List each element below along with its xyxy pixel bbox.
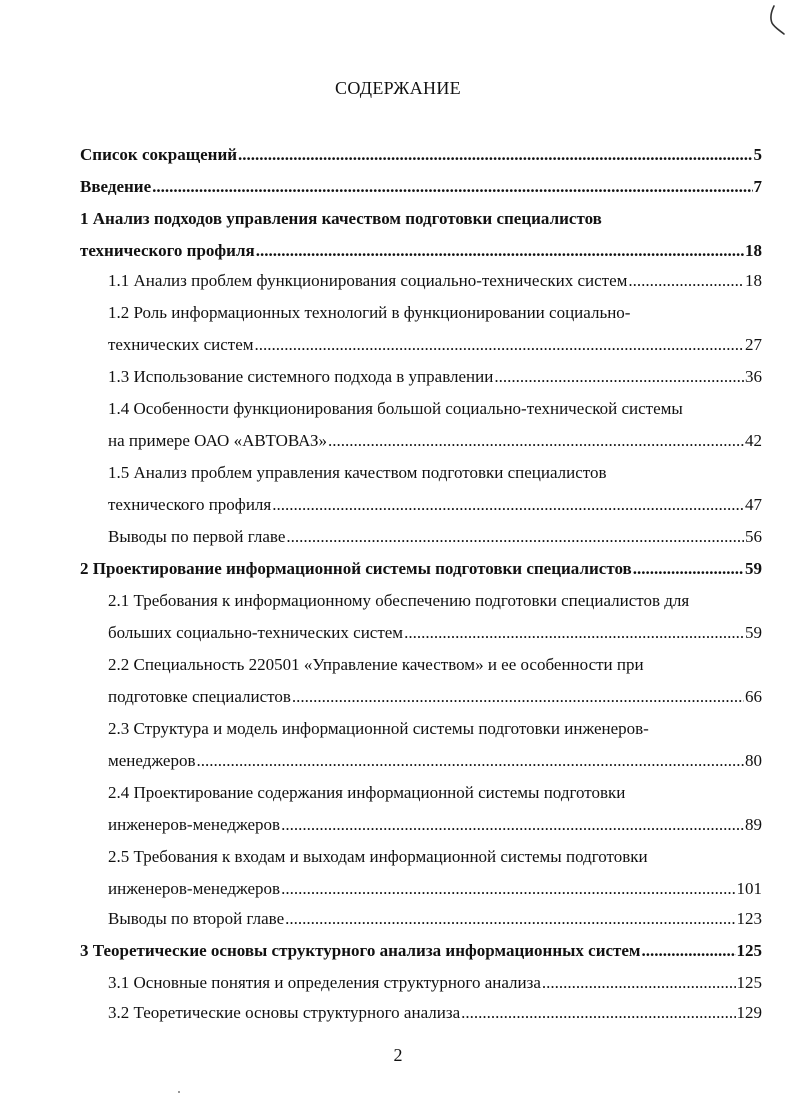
toc-entry[interactable]	[80, 938, 762, 964]
dot-leader	[256, 238, 744, 264]
toc-entry-text: подготовке специалистов	[108, 687, 291, 706]
dot-leader	[281, 876, 735, 902]
dot-leader	[285, 906, 735, 932]
toc-entry-text: 1.3 Использование системного подхода в управлении	[108, 367, 494, 386]
toc-entry-text: технического профиля	[80, 241, 255, 260]
toc-entry-text: 2.1 Требования к информационному обеспечению подготовки специалистов для	[108, 591, 690, 610]
toc-entry-text: на примере ОАО «АВТОВАЗ»	[108, 431, 328, 450]
toc-entry-text: 2 Проектирование информационной системы подготовки специалистов	[80, 559, 632, 578]
toc-entry-text: Выводы по первой главе	[108, 527, 286, 546]
toc-entry-text: 1.5 Анализ проблем управления качеством подготовки специалистов	[108, 463, 607, 482]
toc-entry[interactable]	[108, 970, 762, 996]
toc-entry-page: 18	[745, 241, 762, 260]
toc-entry[interactable]	[108, 876, 762, 902]
toc-entry[interactable]	[108, 716, 762, 742]
toc-entry-text: 3.2 Теоретические основы структурного анализа	[108, 1003, 461, 1022]
toc-entry-page: 66	[745, 687, 762, 706]
toc-entry-text: 2.3 Структура и модель информационной системы подготовки инженеров-	[108, 719, 649, 738]
toc-entry-page: 36	[745, 367, 762, 386]
toc-entry-page: 123	[736, 909, 762, 928]
toc-entry[interactable]	[108, 620, 762, 646]
toc-entry[interactable]	[108, 364, 762, 390]
toc-entry[interactable]	[80, 556, 762, 582]
toc-entry[interactable]	[108, 652, 762, 678]
dot-leader	[281, 812, 744, 838]
toc-entry-text: инженеров-менеджеров	[108, 879, 281, 898]
toc-entry-page: 125	[736, 941, 762, 960]
dot-leader	[628, 268, 744, 294]
toc-entry-text: 1.1 Анализ проблем функционирования социально-технических систем	[108, 271, 628, 290]
dot-leader	[328, 428, 744, 454]
toc-entry[interactable]	[108, 1000, 762, 1026]
toc-entry[interactable]	[108, 812, 762, 838]
toc-entry-text: Список сокращений	[80, 145, 238, 164]
toc-entry-text: 3.1 Основные понятия и определения структурного анализа	[108, 973, 541, 992]
toc-entry-text: Введение	[80, 177, 152, 196]
toc-entry-text: 1.4 Особенности функционирования большой социально-технической системы	[108, 399, 683, 418]
toc-entry-page: 129	[736, 1003, 762, 1022]
toc-entry[interactable]	[108, 300, 762, 326]
toc-entry[interactable]	[108, 492, 762, 518]
toc-entry-page: 125	[736, 973, 762, 992]
toc-entry[interactable]	[80, 238, 762, 264]
toc-entry-text: технического профиля	[108, 495, 272, 514]
toc-entry[interactable]	[108, 524, 762, 550]
toc-entry[interactable]	[80, 174, 762, 200]
toc-entry[interactable]	[108, 332, 762, 358]
toc-entry-page: 59	[745, 559, 762, 578]
dot-leader	[255, 332, 744, 358]
toc-entry-text: технических систем	[108, 335, 254, 354]
dot-leader	[286, 524, 744, 550]
toc-entry-text: 1 Анализ подходов управления качеством подготовки специалистов	[80, 209, 602, 228]
dot-leader	[542, 970, 736, 996]
toc-entry-page: 7	[753, 177, 762, 196]
page-number: 2	[393, 1045, 403, 1065]
dot-leader	[292, 684, 744, 710]
toc-entry-text: 2.5 Требования к входам и выходам информационной системы подготовки	[108, 847, 648, 866]
toc-entry[interactable]	[80, 206, 762, 232]
dot-leader	[404, 620, 744, 646]
toc-entry[interactable]	[80, 142, 762, 168]
toc-entry-page: 18	[745, 271, 762, 290]
toc-entry-page: 80	[745, 751, 762, 770]
toc-entry[interactable]	[108, 460, 762, 486]
toc-entry[interactable]	[108, 428, 762, 454]
toc-entry-text: больших социально-технических систем	[108, 623, 404, 642]
dot-leader	[461, 1000, 735, 1026]
toc-entry-page: 5	[753, 145, 762, 164]
toc-entry-page: 101	[736, 879, 762, 898]
toc-entry-page: 56	[745, 527, 762, 546]
dot-leader	[272, 492, 744, 518]
dot-leader	[494, 364, 744, 390]
toc-entry-page: 27	[745, 335, 762, 354]
toc-entry-page: 59	[745, 623, 762, 642]
dot-leader	[196, 748, 744, 774]
toc-entry-text: 2.2 Специальность 220501 «Управление качеством» и ее особенности при	[108, 655, 644, 674]
toc-entry-text: инженеров-менеджеров	[108, 815, 281, 834]
toc-entry-text: 3 Теоретические основы структурного анализа информационных систем	[80, 941, 641, 960]
toc-entry-text: Выводы по второй главе	[108, 909, 285, 928]
toc-entry[interactable]	[108, 906, 762, 932]
toc-entry[interactable]	[108, 268, 762, 294]
toc-entry[interactable]	[108, 588, 762, 614]
toc-entry-text: 1.2 Роль информационных технологий в функционировании социально-	[108, 303, 631, 322]
page-title: СОДЕРЖАНИЕ	[335, 78, 461, 98]
toc-entry[interactable]	[108, 396, 762, 422]
toc-entry-page: 89	[745, 815, 762, 834]
dot-leader	[238, 142, 752, 168]
toc-entry-page: 42	[745, 431, 762, 450]
toc-entry[interactable]	[108, 748, 762, 774]
dot-leader	[642, 938, 736, 964]
dot-leader	[152, 174, 752, 200]
dot-leader	[633, 556, 744, 582]
toc-entry-text: менеджеров	[108, 751, 196, 770]
toc-entry[interactable]	[108, 844, 762, 870]
toc-entry-text: 2.4 Проектирование содержания информационной системы подготовки	[108, 783, 626, 802]
toc-entry[interactable]	[108, 684, 762, 710]
toc-entry[interactable]	[108, 780, 762, 806]
toc-entry-page: 47	[745, 495, 762, 514]
scan-speck	[178, 1091, 180, 1093]
